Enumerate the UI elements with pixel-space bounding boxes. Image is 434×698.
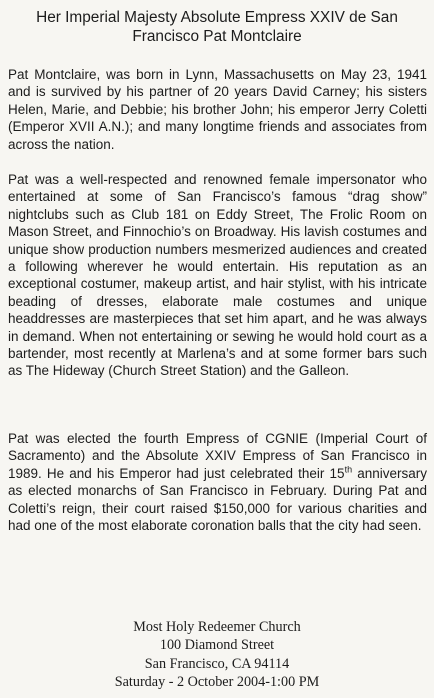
service-date-time: Saturday - 2 October 2004-1:00 PM — [114, 674, 320, 691]
biography-paragraph-family: Pat Montclaire, was born in Lynn, Massachusetts on May 23, 1941 and is survived by his partner of 20 years David Carney; his sisters Helen, Marie, and Debbie; his brother John; his emperor Jerry Coletti (Emperor XVII A.N.); and many longtime friends and associates from across the nation. — [8, 67, 427, 152]
biography-paragraph-career: Pat was a well-respected and renowned female impersonator who entertained at some of San Francisco’s famous “drag show” nightclubs such as Club 181 on Eddy Street, The Frolic Room on Mason Street, and Finnochio’s on Broadway. His lavish costumes and unique show production numbers mesmerized audiences and created a following wherever he would entertain. His reputation as an exceptional costumer, makeup artist, and hair stylist, with his intricate beading of dresses, elaborate male costumes and unique headdresses are masterpieces that set him apart, and he was always in demand. When not entertaining or sewing he would hold court as a bartender, most recently at Marlena’s and at some former bars such as The Hideway (Church Street Station) and the Galleon. — [8, 172, 427, 379]
title-line-2: Francisco Pat Montclaire — [132, 28, 302, 45]
page-title — [10, 8, 424, 46]
reign-text-part-1: Pat was elected the fourth Empress of CGNIE (Imperial Court of Sacramento) and the Absolute XXIV Empress of San Francisco in 1989. He and his Emperor had just celebrated their 15 — [8, 431, 427, 481]
service-details — [60, 618, 374, 692]
service-venue: Most Holy Redeemer Church — [133, 619, 301, 635]
reign-text-part-2: anniversary as elected monarchs of San Francisco in February. During Pat and Coletti’s reign, their court raised $150,000 for various charities and had one of the most elaborate coronation balls that the city had seen. — [8, 465, 427, 534]
service-street-address: 100 Diamond Street — [159, 637, 275, 654]
ordinal-suffix: th — [344, 464, 353, 475]
title-line-1: Her Imperial Majesty Absolute Empress XXIV de San — [36, 9, 398, 26]
service-city-state-zip: San Francisco, CA 94114 — [144, 655, 290, 672]
biography-paragraph-reign — [8, 430, 427, 534]
